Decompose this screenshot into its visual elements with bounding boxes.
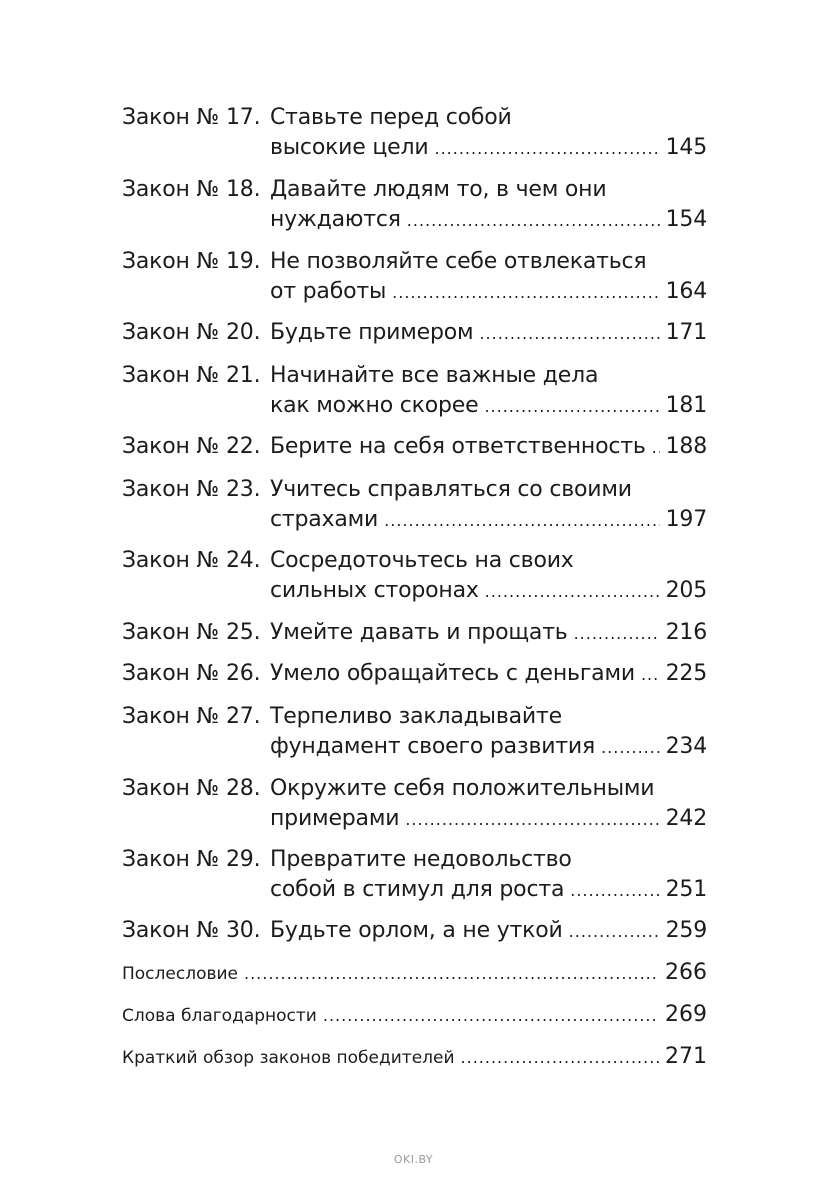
law-title-text: от работы bbox=[270, 279, 387, 304]
law-title bbox=[270, 318, 707, 348]
law-title-line bbox=[270, 804, 707, 834]
law-title-line bbox=[270, 175, 707, 205]
dot-leader bbox=[641, 660, 660, 690]
section-line bbox=[122, 958, 707, 988]
page-number: 266 bbox=[665, 960, 707, 985]
dot-leader bbox=[652, 433, 660, 463]
page-number: 145 bbox=[665, 135, 707, 160]
law-title-text: Начинайте все важные дела bbox=[270, 363, 599, 388]
law-title bbox=[270, 618, 707, 648]
toc-entry-law bbox=[122, 546, 707, 606]
toc-entry-section bbox=[122, 1042, 707, 1072]
toc-entry-law bbox=[122, 475, 707, 535]
dot-leader bbox=[323, 1001, 659, 1031]
toc-entry-law bbox=[122, 916, 707, 946]
page-number: 225 bbox=[665, 661, 707, 686]
law-title-text: фундамент своего развития bbox=[270, 734, 596, 759]
law-title-line bbox=[270, 576, 707, 606]
law-title bbox=[270, 103, 707, 163]
law-title bbox=[270, 845, 707, 905]
law-title-text: Учитесь справляться со своими bbox=[270, 477, 632, 502]
law-title-text: Будьте орлом, а не уткой bbox=[270, 918, 563, 943]
law-title-text: нуждаются bbox=[270, 207, 401, 232]
dot-leader bbox=[244, 959, 659, 989]
law-title-text: Умейте давать и прощать bbox=[270, 620, 568, 645]
dot-leader bbox=[392, 278, 659, 308]
law-title bbox=[270, 247, 707, 307]
dot-leader bbox=[574, 619, 660, 649]
page-number: 234 bbox=[665, 734, 707, 759]
law-title-line bbox=[270, 103, 707, 133]
law-title-text: Давайте людям то, в чем они bbox=[270, 177, 607, 202]
law-title-line bbox=[270, 432, 707, 462]
law-number: Закон № 22. bbox=[122, 434, 261, 459]
law-number: Закон № 25. bbox=[122, 620, 261, 645]
page-number: 216 bbox=[665, 620, 707, 645]
dot-leader bbox=[407, 206, 660, 236]
law-title-line bbox=[270, 247, 707, 277]
dot-leader bbox=[461, 1043, 659, 1073]
law-title-text: Умело обращайтесь с деньгами bbox=[270, 661, 635, 686]
toc-entry-law bbox=[122, 702, 707, 762]
page-number: 242 bbox=[665, 806, 707, 831]
law-title-line bbox=[270, 546, 707, 576]
section-line bbox=[122, 1042, 707, 1072]
law-title-text: высокие цели bbox=[270, 135, 429, 160]
dot-leader bbox=[601, 733, 660, 763]
toc-entry-law bbox=[122, 318, 707, 348]
section-title: Краткий обзор законов победителей bbox=[122, 1048, 455, 1068]
page-number: 269 bbox=[665, 1002, 707, 1027]
law-title bbox=[270, 175, 707, 235]
toc-entry-section bbox=[122, 958, 707, 988]
law-title-text: Окружите себя положительными bbox=[270, 776, 655, 801]
law-number: Закон № 20. bbox=[122, 320, 261, 345]
page-number: 205 bbox=[665, 578, 707, 603]
law-title-text: Будьте примером bbox=[270, 320, 474, 345]
law-title bbox=[270, 774, 707, 834]
law-title-text: Не позволяйте себе отвлекаться bbox=[270, 249, 647, 274]
page-number: 271 bbox=[665, 1044, 707, 1069]
section-title: Послесловие bbox=[122, 964, 238, 984]
law-title-line bbox=[270, 618, 707, 648]
law-title-text: собой в стимул для роста bbox=[270, 877, 565, 902]
page-number: 181 bbox=[665, 393, 707, 418]
law-title-text: Превратите недовольство bbox=[270, 847, 572, 872]
law-title bbox=[270, 702, 707, 762]
law-title-line bbox=[270, 702, 707, 732]
law-title bbox=[270, 546, 707, 606]
toc-entry-law bbox=[122, 618, 707, 648]
law-title-text: Терпеливо закладывайте bbox=[270, 704, 562, 729]
law-title bbox=[270, 659, 707, 689]
page-number: 197 bbox=[665, 507, 707, 532]
law-title-line bbox=[270, 845, 707, 875]
section-line bbox=[122, 1000, 707, 1030]
law-number: Закон № 23. bbox=[122, 477, 261, 502]
section-title: Слова благодарности bbox=[122, 1006, 317, 1026]
law-title-line bbox=[270, 774, 707, 804]
law-number: Закон № 19. bbox=[122, 249, 261, 274]
page-number: 251 bbox=[665, 877, 707, 902]
law-number: Закон № 17. bbox=[122, 105, 261, 130]
law-title-text: страхами bbox=[270, 507, 379, 532]
law-title bbox=[270, 916, 707, 946]
law-title-line bbox=[270, 391, 707, 421]
toc-entry-law bbox=[122, 845, 707, 905]
law-title-line bbox=[270, 361, 707, 391]
law-number: Закон № 26. bbox=[122, 661, 261, 686]
toc-entry-section bbox=[122, 1000, 707, 1030]
dot-leader bbox=[384, 506, 659, 536]
law-title-line bbox=[270, 505, 707, 535]
toc-entry-law bbox=[122, 247, 707, 307]
law-title-text: Берите на себя ответственность bbox=[270, 434, 646, 459]
dot-leader bbox=[434, 134, 659, 164]
law-number: Закон № 27. bbox=[122, 704, 261, 729]
law-title-text: как можно скорее bbox=[270, 393, 479, 418]
toc-entry-law bbox=[122, 432, 707, 462]
law-title-line bbox=[270, 133, 707, 163]
law-title-line bbox=[270, 875, 707, 905]
law-title-line bbox=[270, 916, 707, 946]
toc-entry-law bbox=[122, 175, 707, 235]
law-title bbox=[270, 432, 707, 462]
law-title bbox=[270, 475, 707, 535]
dot-leader bbox=[485, 577, 660, 607]
dot-leader bbox=[570, 876, 659, 906]
law-title-line bbox=[270, 475, 707, 505]
law-number: Закон № 21. bbox=[122, 363, 261, 388]
dot-leader bbox=[484, 392, 659, 422]
law-title-text: Ставьте перед собой bbox=[270, 105, 512, 130]
law-number: Закон № 18. bbox=[122, 177, 261, 202]
toc-entry-law bbox=[122, 103, 707, 163]
law-number: Закон № 24. bbox=[122, 548, 261, 573]
watermark: OKI.BY bbox=[393, 1153, 434, 1166]
law-title-line bbox=[270, 318, 707, 348]
page-number: 259 bbox=[665, 918, 707, 943]
dot-leader bbox=[405, 805, 659, 835]
law-title-line bbox=[270, 659, 707, 689]
page-number: 188 bbox=[665, 434, 707, 459]
law-title bbox=[270, 361, 707, 421]
dot-leader bbox=[479, 319, 659, 349]
law-title-text: примерами bbox=[270, 806, 400, 831]
page-number: 164 bbox=[665, 279, 707, 304]
toc-entry-law bbox=[122, 659, 707, 689]
law-title-line bbox=[270, 205, 707, 235]
toc-entry-law bbox=[122, 361, 707, 421]
law-title-line bbox=[270, 732, 707, 762]
law-title-text: сильных сторонах bbox=[270, 578, 479, 603]
toc-entry-law bbox=[122, 774, 707, 834]
page-number: 154 bbox=[665, 207, 707, 232]
page-number: 171 bbox=[665, 320, 707, 345]
law-number: Закон № 30. bbox=[122, 918, 261, 943]
dot-leader bbox=[569, 917, 660, 947]
law-title-line bbox=[270, 277, 707, 307]
law-number: Закон № 28. bbox=[122, 776, 261, 801]
law-number: Закон № 29. bbox=[122, 847, 261, 872]
law-title-text: Сосредоточьтесь на своих bbox=[270, 548, 574, 573]
